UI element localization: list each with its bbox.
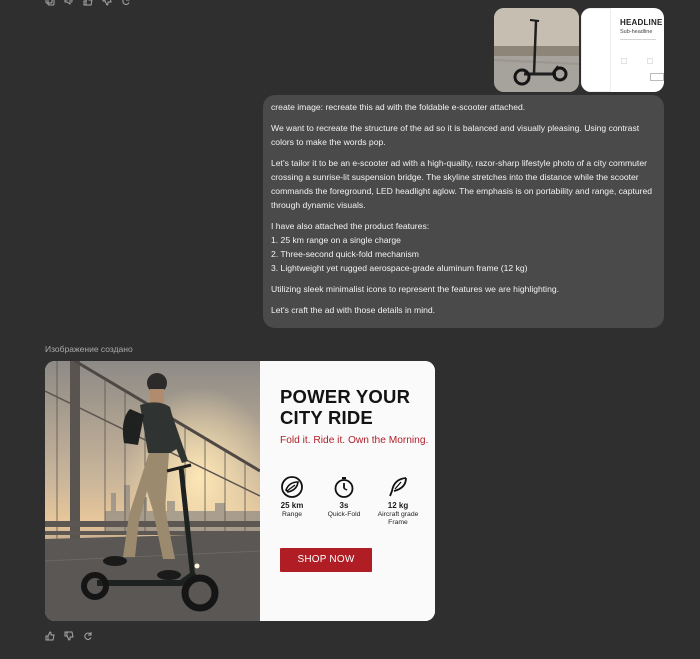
- feature-frame: [373, 475, 423, 528]
- message-paragraph: Let's craft the ad with those details in mind.: [271, 305, 436, 315]
- user-message-bubble: [263, 95, 664, 328]
- feature-label: Range: [281, 511, 303, 518]
- message-actions-bottom: [45, 631, 93, 641]
- thumbs-up-icon[interactable]: [45, 631, 55, 641]
- thumbs-down-icon[interactable]: [102, 0, 112, 6]
- stopwatch-icon: [332, 475, 356, 499]
- message-paragraph: Let's tailor it to be an e-scooter ad with a high-quality, razor-sharp lifestyle photo of a city commuter crossing a sunrise-lit suspension bridge. The skyline stretches into the distance while the scooter commands the foreground, LED headlight aglow. The emphasis is on portability and range, captured through dynamic visuals.: [271, 158, 653, 210]
- speaker-icon[interactable]: [64, 0, 74, 6]
- layout-feature-icon: [647, 58, 653, 64]
- layout-headline: HEADLINE: [620, 18, 663, 27]
- regenerate-icon[interactable]: [121, 0, 131, 6]
- message-list-item: 3. Lightweight yet rugged aerospace-grade aluminum frame (12 kg): [271, 263, 528, 273]
- copy-icon[interactable]: [45, 0, 55, 6]
- battery-leaf-icon: [280, 475, 304, 499]
- feature-value: 12 kg: [387, 501, 409, 510]
- feature-value: 3s: [339, 501, 349, 510]
- layout-feature-icon: [621, 58, 627, 64]
- layout-subheadline: Sub-headline: [620, 29, 653, 35]
- generated-ad-image[interactable]: [45, 361, 435, 621]
- layout-button-placeholder: [650, 73, 664, 81]
- ad-copy-panel: [260, 361, 435, 621]
- feature-label: Aircraft grade Frame: [377, 511, 419, 527]
- shop-now-button[interactable]: SHOP NOW: [280, 548, 372, 572]
- feature-value: 25 km: [280, 501, 304, 510]
- layout-divider: [620, 39, 656, 40]
- message-actions-top: [45, 0, 131, 6]
- message-paragraph: Utilizing sleek minimalist icons to represent the features we are highlighting.: [271, 284, 560, 294]
- image-created-status: Изображение создано: [45, 344, 133, 354]
- thumbs-up-icon[interactable]: [83, 0, 93, 6]
- feather-icon: [386, 475, 410, 499]
- layout-image-placeholder: [581, 8, 611, 92]
- message-paragraph: I have also attached the product features:: [271, 221, 430, 231]
- regenerate-icon[interactable]: [83, 631, 93, 641]
- message-list-item: 1. 25 km range on a single charge: [271, 235, 401, 245]
- message-paragraph: create image: recreate this ad with the foldable e-scooter attached.: [271, 102, 526, 112]
- feature-range: [267, 475, 317, 519]
- ad-headline: POWER YOUR CITY RIDE: [280, 386, 411, 428]
- message-paragraph: We want to recreate the structure of the ad so it is balanced and visually pleasing. Using contrast colors to make the words pop.: [271, 123, 640, 147]
- feature-label: Quick-Fold: [327, 511, 361, 518]
- ad-tagline: Fold it. Ride it. Own the Morning.: [280, 435, 429, 446]
- attachment-ad-layout-reference[interactable]: [581, 8, 664, 92]
- feature-quick-fold: [319, 475, 369, 519]
- thumbs-down-icon[interactable]: [64, 631, 74, 641]
- ad-lifestyle-photo: [45, 361, 260, 621]
- attachment-scooter-photo[interactable]: [494, 8, 579, 92]
- message-list-item: 2. Three-second quick-fold mechanism: [271, 249, 419, 259]
